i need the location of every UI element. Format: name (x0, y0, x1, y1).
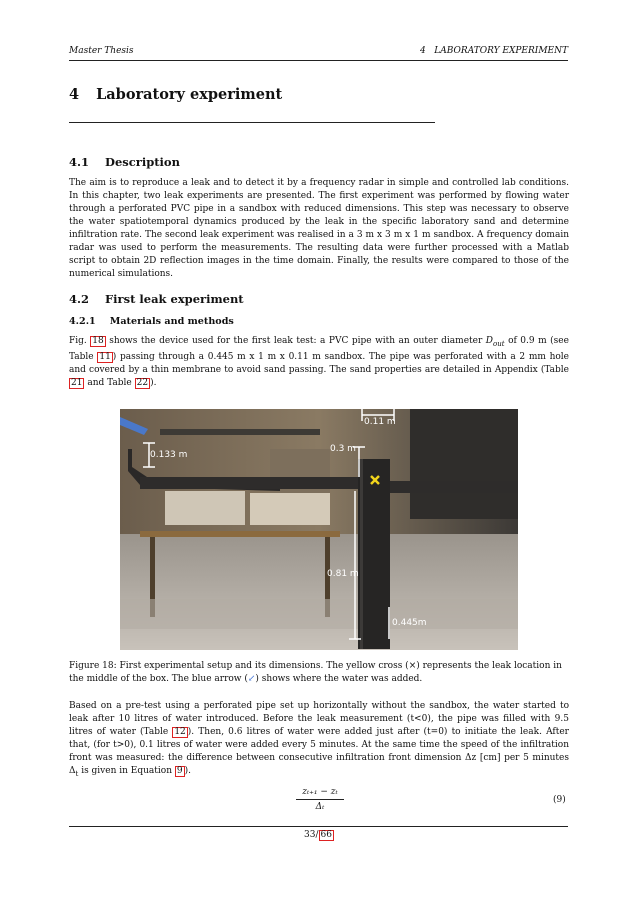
floor-shadow (120, 599, 518, 629)
pvc-pipe-left (140, 477, 358, 489)
chapter-number: 4 (69, 86, 80, 103)
equation-numerator: zₜ₊₁ − zₜ (302, 787, 338, 797)
figure-ref-link[interactable]: 18 (92, 336, 104, 346)
table-ref-link[interactable]: 21 (71, 377, 83, 388)
caption-text-a: First experimental setup and its dimensions. The yellow cross (×) represents the leak location in the middle of the box. The blue arrow ( (69, 661, 562, 684)
caption-text-b: ) shows where the water was added. (255, 674, 423, 684)
d-symbol: D (485, 336, 494, 346)
dimension-label-height: 0.81 m (327, 569, 359, 579)
caption-number: Figure 18: (69, 661, 117, 671)
materials-text-1: shows the device used for the first leak test: a PVC pipe with an outer diameter (109, 336, 483, 346)
dark-cabinet (410, 409, 518, 519)
sandbox-edge (360, 459, 363, 649)
header-rule (69, 60, 568, 61)
procedure-paragraph (69, 700, 569, 781)
dimension-label-depth: 0.445m (392, 618, 427, 628)
section-title: First leak experiment (105, 292, 244, 306)
fraction-bar (296, 799, 344, 800)
subsection-title: Materials and methods (109, 316, 234, 327)
procedure-text-a: Based on a pre-test using a perforated pipe set up horizontally without the sandbox, the water started to leak after 10 litres of water introduced. Before the leak measurement (t<0), the pipe was filled with 9.5 litres of water (Table (69, 701, 569, 737)
procedure-text-b: ). Then, 0.6 litres of water were added just after (t=0) to initiate the leak. After that, (for t>0), 0.1 litres of water were added every 5 minutes. At the same time the speed of the infiltration front was measured: the difference between consecutive infiltration front dimension Δz [cm] per 5 minutes Δ (69, 727, 569, 776)
close-paren: ) (112, 351, 117, 362)
see-table-text: (see Table (69, 336, 569, 362)
table-ref-link[interactable]: 11 (99, 351, 111, 362)
header-right: 4 LABORATORY EXPERIMENT (419, 46, 568, 56)
experiment-photo (120, 409, 518, 650)
sandbag (250, 493, 330, 525)
materials-text-3: passing through a 0.445 m x 1 m x 0.11 m sandbox. The pipe was perforated with a 2 mm hole and covered by a thin membrane to avoid sand passing. The sand properties are detailed in Appendix (69, 351, 569, 375)
materials-text-2: of 0.9 m (508, 336, 547, 346)
running-header (69, 46, 568, 56)
equation-number: (9) (553, 795, 566, 805)
equation-9 (296, 787, 344, 812)
blue-arrow-icon: ↙ (247, 674, 256, 684)
photo-illustration (120, 409, 518, 650)
equation-ref-link[interactable]: 9 (176, 766, 183, 776)
bench-top (140, 531, 340, 537)
background-crate (270, 449, 330, 499)
chapter-rule (69, 122, 435, 123)
procedure-text-c: is given in Equation (78, 766, 172, 776)
figure-caption (69, 660, 569, 686)
fig-word: Fig. (69, 336, 87, 346)
page-separator: / (315, 830, 319, 840)
chapter-heading (69, 86, 282, 103)
section-heading-4-2 (69, 292, 244, 306)
sandbag (165, 491, 245, 525)
section-number: 4.2 (69, 292, 90, 306)
and-table-text: and Table (87, 377, 132, 388)
header-left: Master Thesis (69, 46, 134, 56)
current-page: 33 (304, 830, 316, 840)
dimension-label-height-top: 0.3 m (330, 444, 356, 454)
description-paragraph: The aim is to reproduce a leak and to detect it by a frequency radar in simple and controlled lab conditions. In this chapter, two leak experiments are presented. The first experiment was performed by flowing water through a perforated PVC pipe in a sandbox with reduced dimensions. This step was necessary to observe the water spatiotemporal dynamics produced by the leak in the specific laboratory sand and determine infiltration rate. The second leak experiment was realised in a 3 m x 3 m x 1 m sandbox. A frequency domain radar was used to perform the measurements. The resulting data were further processed with a Matlab script to obtain 2D reflection images in the time domain. Finally, the results were compared to those of the numerical simulations. (69, 178, 569, 279)
table-ref-link[interactable]: 22 (136, 377, 149, 388)
section-heading-4-1 (69, 155, 180, 169)
floor (120, 534, 518, 650)
page-number (0, 830, 638, 841)
dimension-label-pipe: 0.133 m (150, 450, 188, 460)
delta-t-subscript: t (75, 769, 79, 778)
section-number: 4.1 (69, 155, 90, 169)
equation-denominator: Δₜ (315, 802, 325, 812)
shelf (160, 429, 320, 435)
table-word: (Table (540, 364, 569, 375)
materials-paragraph (69, 335, 569, 390)
dimension-label-width: 0.11 m (364, 417, 396, 427)
pvc-pipe-right (387, 481, 518, 493)
footer-rule (69, 826, 568, 827)
section-title: Description (105, 155, 180, 169)
total-pages-link[interactable]: 66 (320, 830, 332, 840)
chapter-title: Laboratory experiment (96, 86, 283, 103)
d-subscript: out (493, 339, 505, 348)
subsection-heading-4-2-1 (69, 316, 234, 327)
procedure-text-d: ). (184, 766, 191, 776)
subsection-number: 4.2.1 (69, 316, 96, 327)
table-ref-link[interactable]: 12 (174, 727, 186, 737)
end-text: ). (150, 377, 157, 388)
